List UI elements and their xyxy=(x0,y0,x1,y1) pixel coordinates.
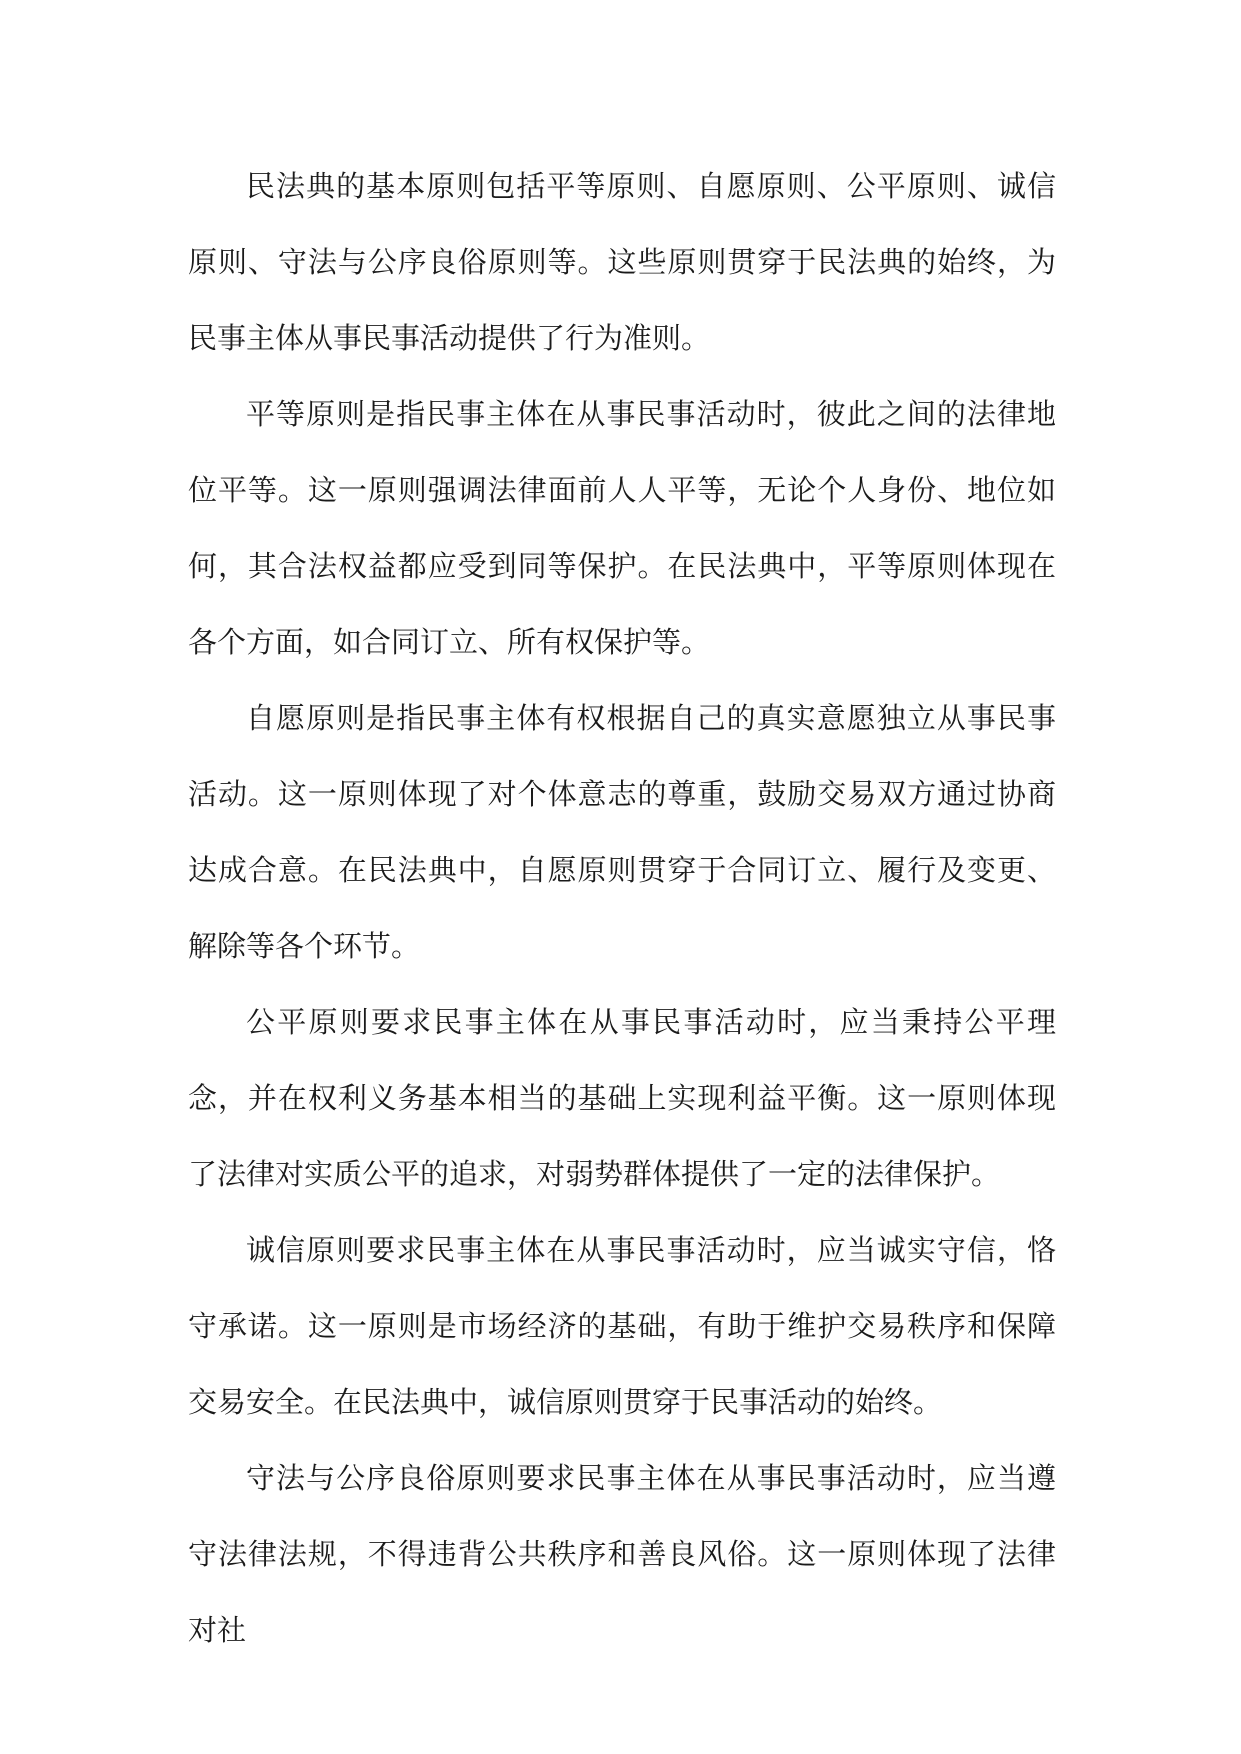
document-body xyxy=(188,148,1056,1668)
paragraph-voluntariness-principle: 自愿原则是指民事主体有权根据自己的真实意愿独立从事民事活动。这一原则体现了对个体意志的尊重，鼓励交易双方通过协商达成合意。在民法典中，自愿原则贯穿于合同订立、履行及变更、解除等各个环节。 xyxy=(188,701,1056,963)
paragraph-fairness-principle: 公平原则要求民事主体在从事民事活动时，应当秉持公平理念，并在权利义务基本相当的基础上实现利益平衡。这一原则体现了法律对实质公平的追求，对弱势群体提供了一定的法律保护。 xyxy=(188,1005,1056,1191)
paragraph-equality-principle: 平等原则是指民事主体在从事民事活动时，彼此之间的法律地位平等。这一原则强调法律面前人人平等，无论个人身份、地位如何，其合法权益都应受到同等保护。在民法典中，平等原则体现在各个方面，如合同订立、所有权保护等。 xyxy=(188,397,1056,659)
paragraph-good-faith-principle: 诚信原则要求民事主体在从事民事活动时，应当诚实守信，恪守承诺。这一原则是市场经济的基础，有助于维护交易秩序和保障交易安全。在民法典中，诚信原则贯穿于民事活动的始终。 xyxy=(188,1233,1056,1419)
paragraph-general-principles: 民法典的基本原则包括平等原则、自愿原则、公平原则、诚信原则、守法与公序良俗原则等。这些原则贯穿于民法典的始终，为民事主体从事民事活动提供了行为准则。 xyxy=(188,169,1056,355)
paragraph-public-order-principle: 守法与公序良俗原则要求民事主体在从事民事活动时，应当遵守法律法规，不得违背公共秩序和善良风俗。这一原则体现了法律对社 xyxy=(188,1461,1056,1647)
